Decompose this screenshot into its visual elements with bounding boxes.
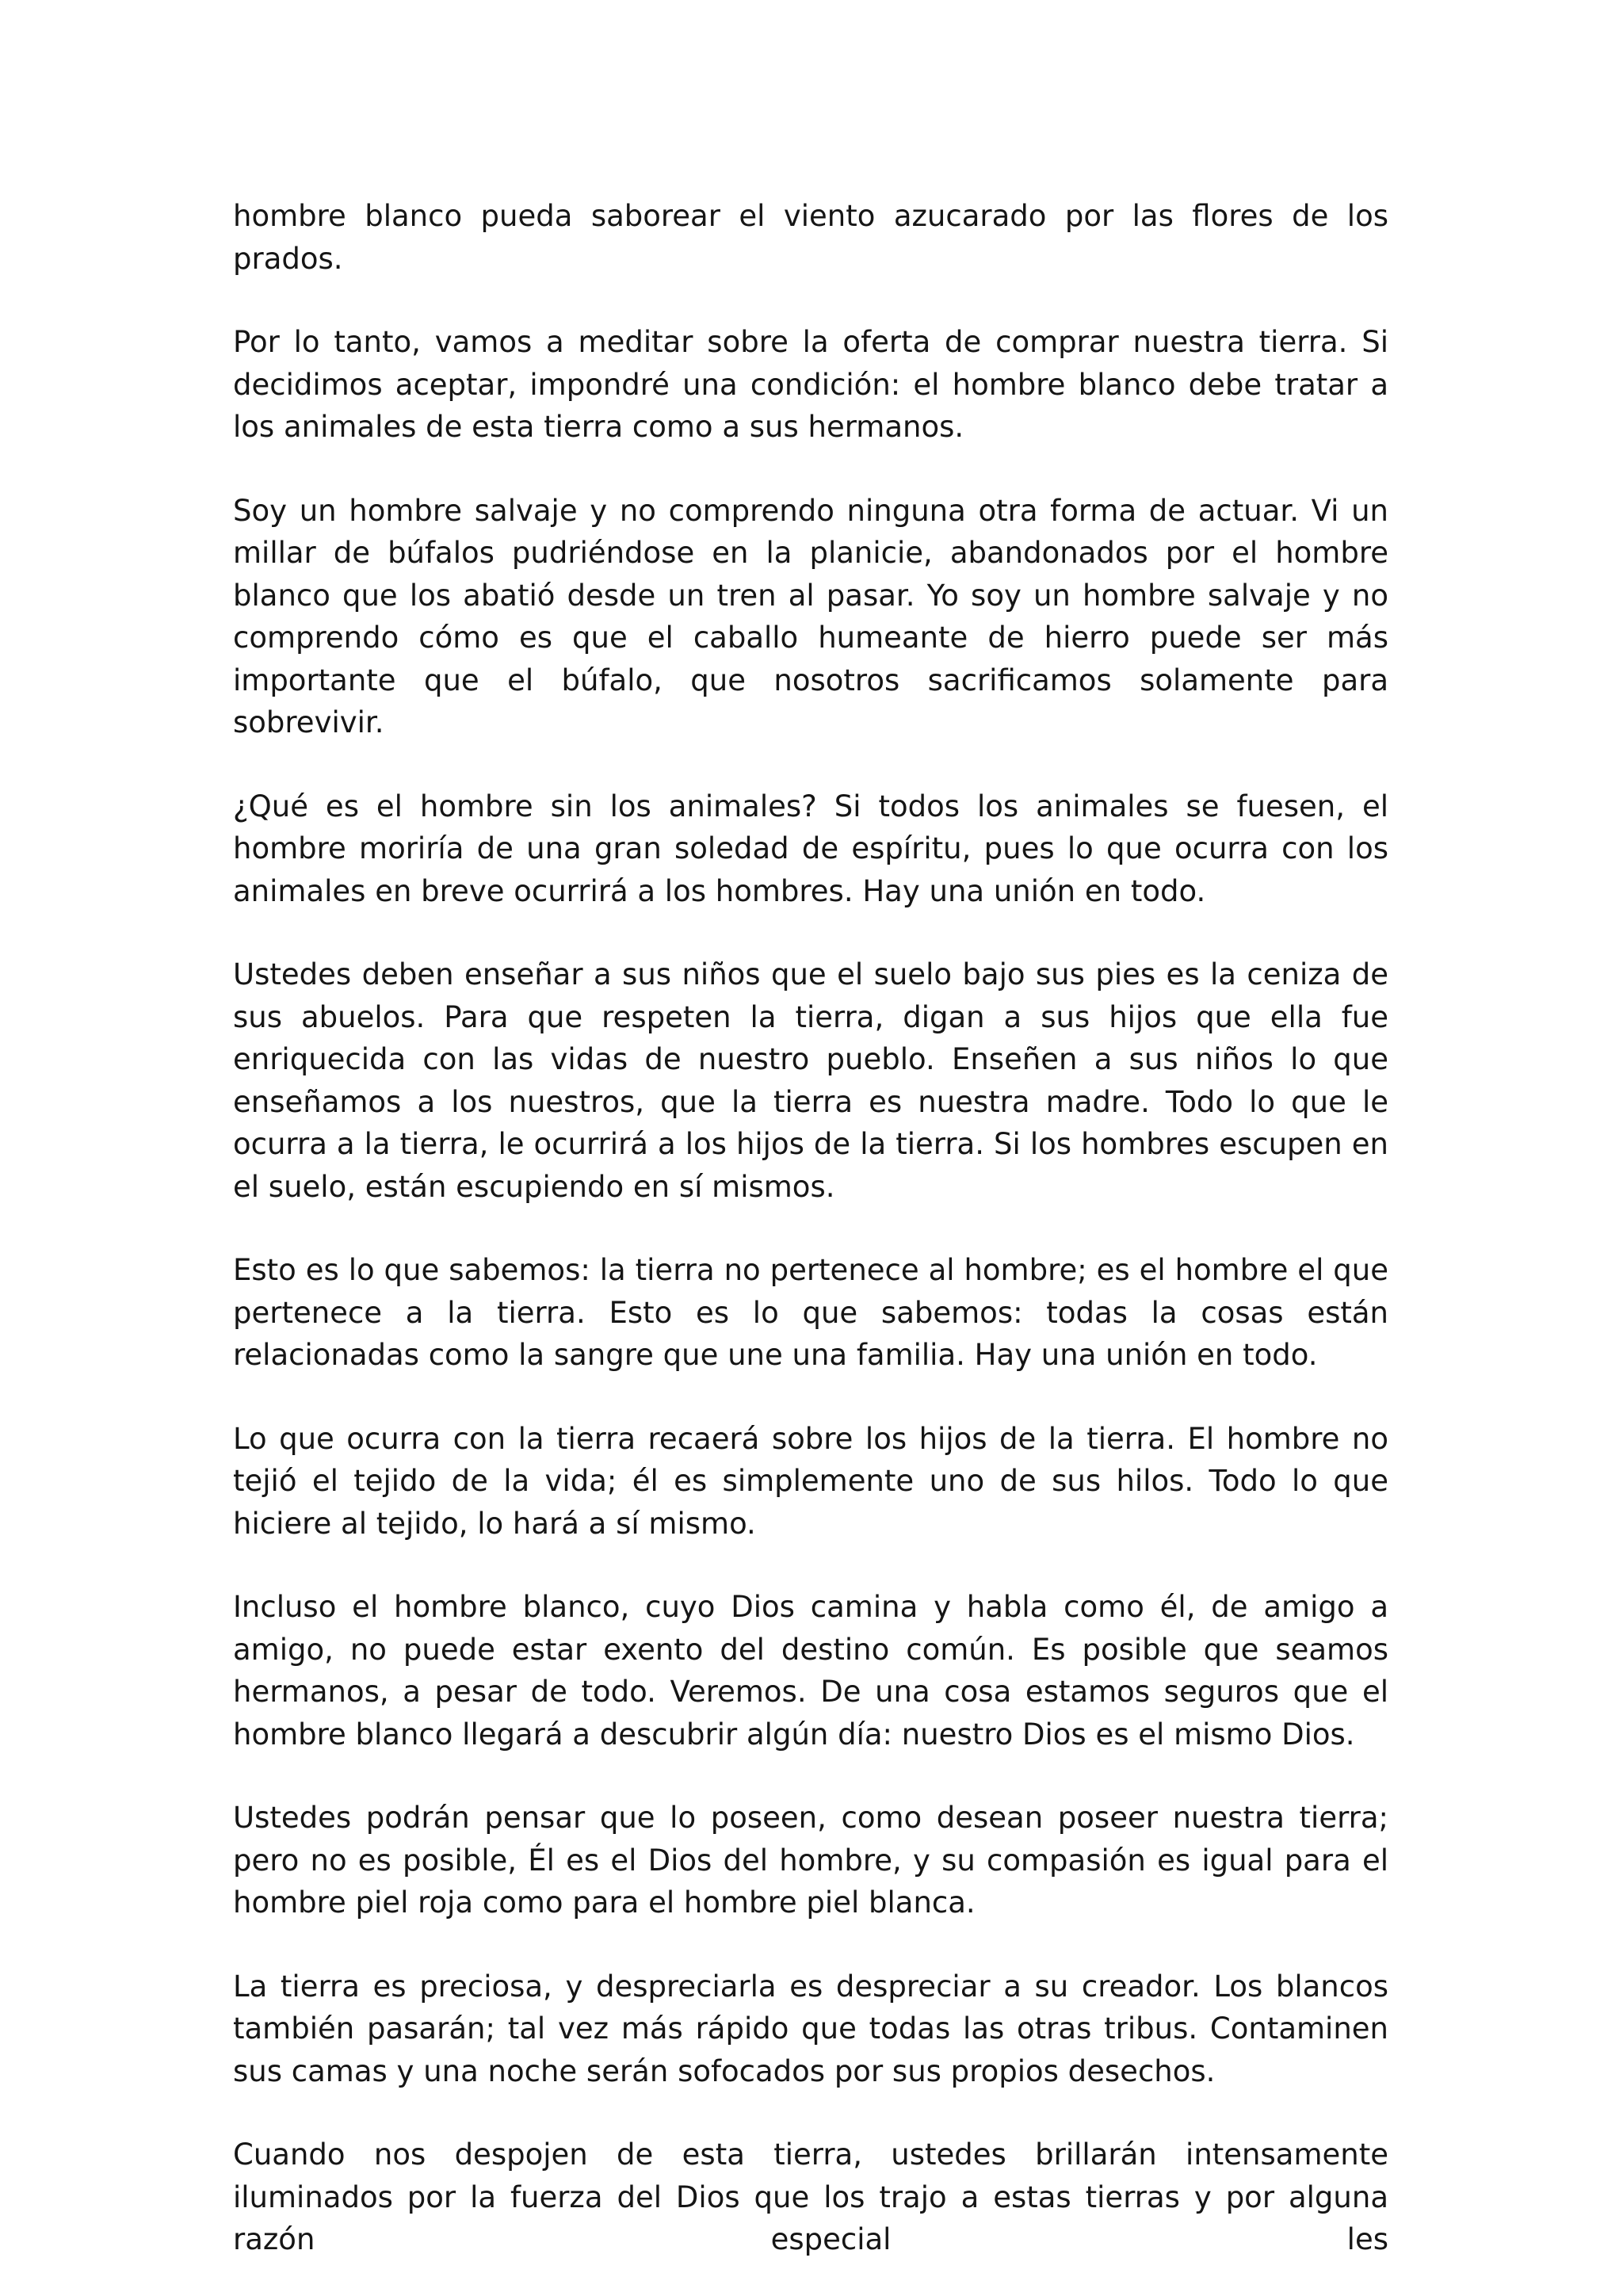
paragraph-5: Ustedes deben enseñar a sus niños que el suelo bajo sus pies es la ceniza de sus abuelos. Para que respeten la tierra, digan a sus hijos que ella fue enriquecida con las vidas de nuestro pueblo. Enseñen a sus niños lo que enseñamos a los nuestros, que la tierra es nuestra madre. Todo lo que le ocurra a la tierra, le ocurrirá a los hijos de la tierra. Si los hombres escupen en el suelo, están escupiendo en sí mismos.	[233, 957, 1388, 1204]
paragraph-4: ¿Qué es el hombre sin los animales? Si todos los animales se fuesen, el hombre moriría de una gran soledad de espíritu, pues lo que ocurra con los animales en breve ocurrirá a los hombres. Hay una unión en todo.	[233, 789, 1388, 908]
paragraph-2: Por lo tanto, vamos a meditar sobre la oferta de comprar nuestra tierra. Si decidimos aceptar, impondré una condición: el hombre blanco debe tratar a los animales de esta tierra como a sus hermanos.	[233, 325, 1388, 444]
body-text	[233, 195, 1388, 2261]
paragraph-3: Soy un hombre salvaje y no comprendo ninguna otra forma de actuar. Vi un millar de búfalos pudriéndose en la planicie, abandonados por el hombre blanco que los abatió desde un tren al pasar. Yo soy un hombre salvaje y no comprendo cómo es que el caballo humeante de hierro puede ser más importante que el búfalo, que nosotros sacrificamos solamente para sobrevivir.	[233, 493, 1388, 739]
paragraph-7: Lo que ocurra con la tierra recaerá sobre los hijos de la tierra. El hombre no tejió el tejido de la vida; él es simplemente uno de sus hilos. Todo lo que hiciere al tejido, lo hará a sí mismo.	[233, 1421, 1388, 1541]
paragraph-1: hombre blanco pueda saborear el viento azucarado por las flores de los prados.	[233, 199, 1388, 276]
paragraph-6: Esto es lo que sabemos: la tierra no pertenece al hombre; es el hombre el que pertenece a la tierra. Esto es lo que sabemos: todas la cosas están relacionadas como la sangre que une una familia. Hay una unión en todo.	[233, 1253, 1388, 1372]
paragraph-11: Cuando nos despojen de esta tierra, ustedes brillarán intensamente iluminados por la fuerza del Dios que los trajo a estas tierras y por alguna razón especial les	[233, 2137, 1388, 2256]
paragraph-10: La tierra es preciosa, y despreciarla es despreciar a su creador. Los blancos también pasarán; tal vez más rápido que todas las otras tribus. Contaminen sus camas y una noche serán sofocados por sus propios desechos.	[233, 1969, 1388, 2088]
paragraph-9: Ustedes podrán pensar que lo poseen, como desean poseer nuestra tierra; pero no es posible, Él es el Dios del hombre, y su compasión es igual para el hombre piel roja como para el hombre piel blanca.	[233, 1801, 1388, 1920]
paragraph-8: Incluso el hombre blanco, cuyo Dios camina y habla como él, de amigo a amigo, no puede estar exento del destino común. Es posible que seamos hermanos, a pesar de todo. Veremos. De una cosa estamos seguros que el hombre blanco llegará a descubrir algún día: nuestro Dios es el mismo Dios.	[233, 1590, 1388, 1752]
